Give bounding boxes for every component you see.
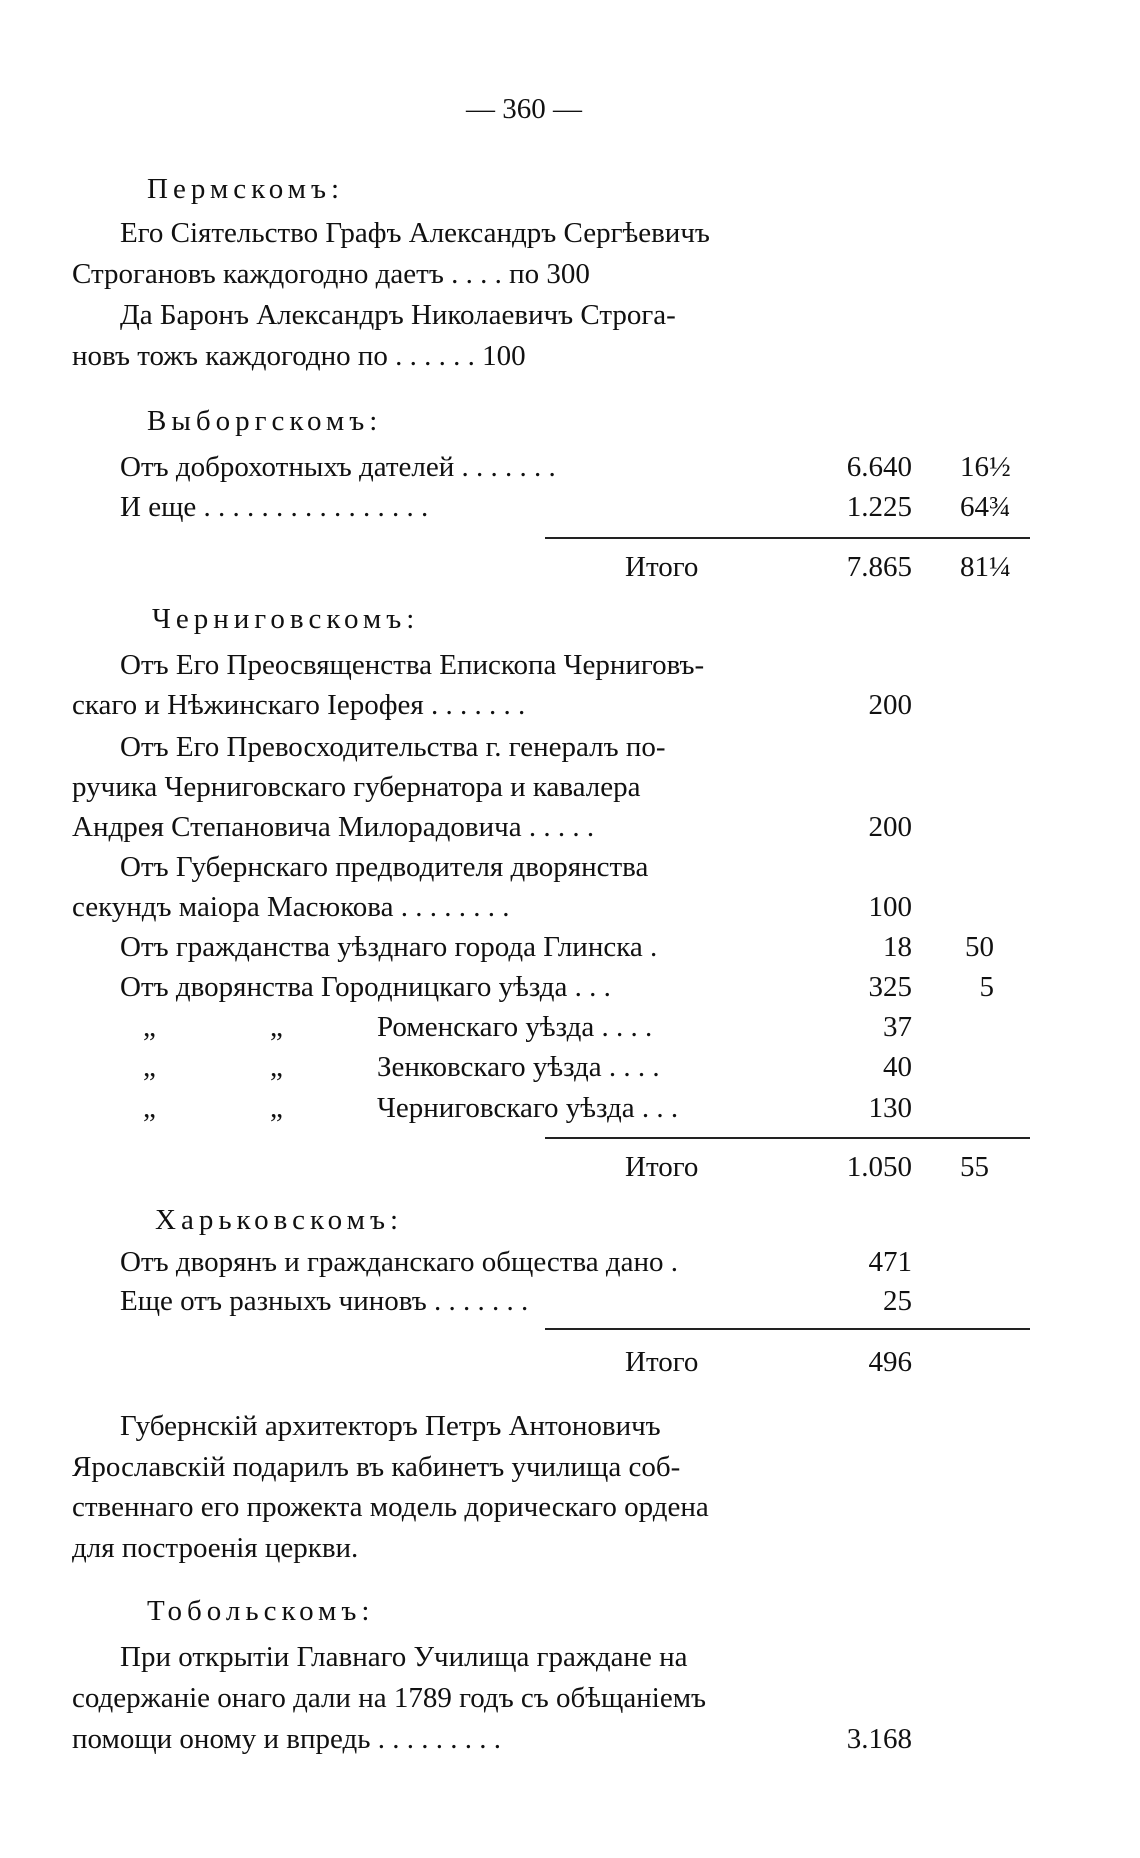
text-line: ручика Черниговскаго губернатора и кавалера	[72, 771, 641, 803]
text-line: Его Сіятельство Графъ Александръ Сергѣевичъ	[120, 217, 710, 249]
ditto-mark: „	[143, 1092, 156, 1124]
entry-amount: 1.225	[846, 491, 912, 523]
entry-amount: 130	[868, 1092, 912, 1124]
ditto-mark: „	[270, 1092, 283, 1124]
text-line: ственнаго его прожекта модель дорическаго ордена	[72, 1491, 709, 1523]
total-label: Итого	[625, 551, 699, 583]
total-amount: 496	[868, 1346, 912, 1378]
total-label: Итого	[625, 1346, 699, 1378]
entry-text: Отъ дворянства Городницкаго уѣзда . . .	[120, 971, 611, 1003]
total-amount: 7.865	[846, 551, 912, 583]
text-line: для построенія церкви.	[72, 1532, 359, 1564]
total-fraction: 55	[960, 1151, 989, 1183]
entry-text: Отъ доброхотныхъ дателей . . . . . . .	[120, 451, 556, 483]
section-heading-vyborg: Выборгскомъ:	[147, 405, 383, 437]
ditto-mark: „	[143, 1011, 156, 1043]
text-line: скаго и Нѣжинскаго Іерофея . . . . . . .	[72, 689, 526, 721]
section-heading-tobolsk: Тобольскомъ:	[147, 1595, 375, 1627]
text-line: Отъ Его Преосвященства Епископа Черниговъ-	[120, 649, 705, 681]
entry-amount: 200	[868, 811, 912, 843]
entry-amount: 40	[883, 1051, 912, 1083]
ditto-mark: „	[143, 1051, 156, 1083]
entry-amount: 200	[868, 689, 912, 721]
entry-text: Отъ дворянъ и гражданскаго общества дано .	[120, 1246, 679, 1278]
ditto-mark: „	[270, 1011, 283, 1043]
entry-amount: 100	[868, 891, 912, 923]
text-line: Губернскій архитекторъ Петръ Антоновичъ	[120, 1410, 661, 1442]
total-label: Итого	[625, 1151, 699, 1183]
entry-text: Еще отъ разныхъ чиновъ . . . . . . .	[120, 1285, 529, 1317]
entry-fraction: 64¾	[960, 491, 1011, 523]
text-line: новъ тожъ каждогодно по . . . . . . 100	[72, 340, 526, 372]
text-line: Отъ Губернскаго предводителя дворянства	[120, 851, 649, 883]
entry-text: И еще . . . . . . . . . . . . . . . .	[120, 491, 429, 523]
text-line: Ярославскій подарилъ въ кабинетъ училища соб-	[72, 1451, 681, 1483]
text-line: секундъ маіора Масюкова . . . . . . . .	[72, 891, 510, 923]
total-fraction: 81¼	[960, 551, 1011, 583]
entry-amount: 325	[868, 971, 912, 1003]
entry-amount: 37	[883, 1011, 912, 1043]
entry-amount: 18	[883, 931, 912, 963]
page-number: — 360 —	[466, 93, 582, 125]
section-heading-perm: Пермскомъ:	[147, 173, 345, 205]
entry-text: Отъ гражданства уѣзднаго города Глинска .	[120, 931, 658, 963]
text-line: содержаніе онаго дали на 1789 годъ съ обѣщаніемъ	[72, 1682, 707, 1714]
total-rule	[545, 1328, 1030, 1330]
entry-fraction: 16½	[960, 451, 1011, 483]
text-line: помощи оному и впредь . . . . . . . . .	[72, 1723, 501, 1755]
total-rule	[545, 1137, 1030, 1139]
total-rule	[545, 537, 1030, 539]
entry-text: Черниговскаго уѣзда . . .	[377, 1092, 679, 1124]
section-heading-kharkov: Харьковскомъ:	[155, 1204, 404, 1236]
entry-fraction: 50	[965, 931, 994, 963]
text-line: Отъ Его Превосходительства г. генералъ по-	[120, 731, 666, 763]
entry-amount: 471	[868, 1246, 912, 1278]
text-line: При открытіи Главнаго Училища граждане на	[120, 1641, 688, 1673]
entry-amount: 25	[883, 1285, 912, 1317]
entry-text: Зенковскаго уѣзда . . . .	[377, 1051, 660, 1083]
entry-amount: 6.640	[846, 451, 912, 483]
text-line: Строгановъ каждогодно даетъ . . . . по 300	[72, 258, 590, 290]
text-line: Андрея Степановича Милорадовича . . . . .	[72, 811, 595, 843]
total-amount: 1.050	[846, 1151, 912, 1183]
entry-fraction: 5	[979, 971, 994, 1003]
text-line: Да Баронъ Александръ Николаевичъ Строга-	[120, 299, 676, 331]
section-heading-chernigov: Черниговскомъ:	[152, 603, 420, 635]
entry-amount: 3.168	[846, 1723, 912, 1755]
ditto-mark: „	[270, 1051, 283, 1083]
entry-text: Роменскаго уѣзда . . . .	[377, 1011, 653, 1043]
